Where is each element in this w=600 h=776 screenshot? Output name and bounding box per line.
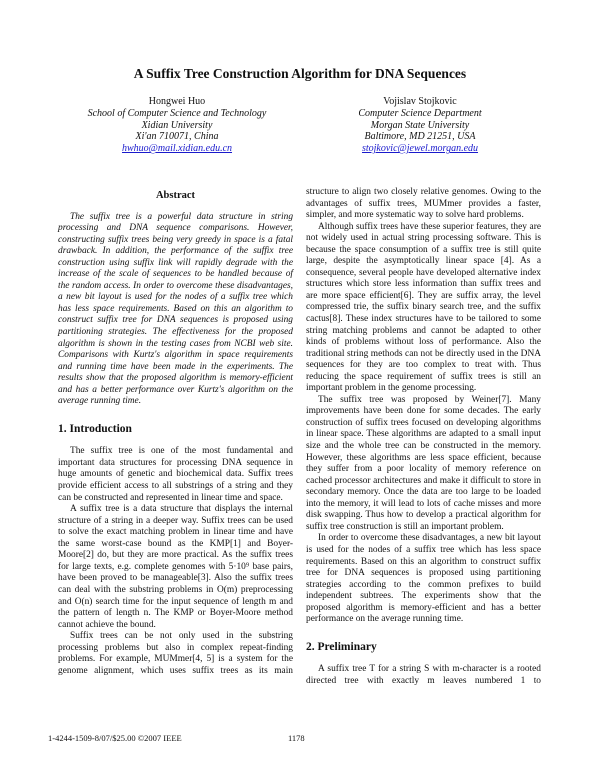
- author-name: Hongwei Huo: [148, 96, 206, 107]
- author-email-link[interactable]: hwhuo@mail.xidian.edu.cn: [121, 143, 233, 155]
- author-name: Vojislav Stojkovic: [383, 96, 457, 107]
- paragraph: structure to align two closely relative genomes. Owing to the advantages of suffix trees, MUMmer provides a faster, simpler, and more systematic way to solve hard problems.: [306, 187, 541, 221]
- paper-title: A Suffix Tree Construction Algorithm for DNA Sequences: [133, 66, 467, 81]
- author-affiliation: Computer Science Department: [358, 107, 482, 119]
- author-email-link[interactable]: stojkovic@jewel.morgan.edu: [361, 143, 479, 155]
- author-address: Xi'an 710071, China: [135, 131, 219, 143]
- section-heading-introduction: 1. Introduction: [58, 422, 132, 435]
- author-affiliation: School of Computer Science and Technology: [87, 107, 267, 119]
- paragraph: The suffix tree was proposed by Weiner[7]. Many improvements have been done for some decades. The early construction of suffix trees focused on developing algorithms in linear space. These algorithms are adapted to a small input size and the whole tree can be constructed in the memory. However, these algorithms are less space efficient, because they suffer from a poor locality of memory reference on cached processor architectures and make it difficult to store in secondary memory. Once the data are too large to be loaded into the memory, it will lead to lots of cache misses and more disk swapping. Thus how to develop a practical algorithm for suffix tree construction is still an important problem.: [306, 394, 541, 532]
- paragraph: Although suffix trees have these superior features, they are not widely used in actual string processing software. This is because the space consumption of a suffix tree is still quite large, despite the asymptotically linear space [4]. As a consequence, several people have developed alternative index structures which store less information than suffix trees and are more space efficient[6]. They are suffix array, the level compressed trie, the suffix binary search tree, and the suffix cactus[8]. These index structures have to be tailored to some string matching problems and cannot be adapted to other kinds of problems without loss of performance. Also the traditional string methods can not be directly used in the DNA sequences for they are too complex to treat with. Thus reducing the space requirement of suffix trees is still an important problem in the genome processing.: [306, 221, 541, 394]
- paragraph: In order to overcome these disadvantages, a new bit layout is used for the nodes of a suffix tree which has less space requirements. Based on this an algorithm to construct suffix tree for DNA sequences is proposed using partitioning strategies according to the common prefixes to build independent subtrees. The experiments show that the proposed algorithm is memory-efficient and has a better performance on the average running time.: [306, 533, 541, 625]
- author-block-1: [62, 96, 292, 155]
- author-institution: Xidian University: [141, 119, 213, 131]
- author-block-2: [305, 96, 535, 155]
- section-heading-preliminary: 2. Preliminary: [306, 640, 377, 653]
- author-institution: Morgan State University: [370, 119, 470, 131]
- paragraph: A suffix tree is a data structure that displays the internal structure of a string in a deeper way. Suffix trees can be used to solve the exact matching problem in linear time and have the same worst-case bound as the KMP[1] and Boyer-Moore[2] do, but they are more practical. As the suffix trees for large texts, e.g. complete genomes with 5·10⁹ base pairs, have been proved to be manageable[3]. Also the suffix trees can deal with the substring problems in O(m) preprocessing and O(n) search time for the input sequence of length m and the pattern of length n. The KMP or Boyer-Moore method cannot achieve the bound.: [58, 504, 293, 630]
- paragraph: A suffix tree T for a string S with m-character is a rooted directed tree with exactly m leaves numbered 1 to: [306, 664, 541, 686]
- left-column: [58, 190, 293, 677]
- paragraph: Suffix trees can be not only used in the substring processing problems but also in complex repeat-finding problems. For example, MUMmer[4, 5] is a system for the genome alignment, which uses suffix trees as its main: [58, 631, 293, 676]
- abstract-heading: Abstract: [155, 190, 196, 201]
- paragraph: The suffix tree is one of the most fundamental and important data structures for processing DNA sequence in huge amounts of genetic and biochemical data. Suffix trees provide efficient access to all substrings of a string and they can be constructed and represented in linear time and space.: [58, 446, 293, 503]
- abstract: [58, 212, 293, 408]
- page-number: 1178: [288, 733, 305, 743]
- right-column: [306, 187, 541, 687]
- footer-copyright: 1-4244-1509-8/07/$25.00 ©2007 IEEE: [48, 733, 182, 743]
- author-address: Baltimore, MD 21251, USA: [364, 131, 476, 143]
- abstract-text: The suffix tree is a powerful data structure in string processing and DNA sequence comparisons. However, constructing suffix trees being very greedy in space is a fatal drawback. In addition, the performance of the suffix tree construction using suffix link will rapidly degrade with the increase of the scale of sequences to be handled because of the random access. In order to overcome these disadvantages, a new bit layout is used for the nodes of a suffix tree which has less space requirements. Based on this an algorithm to construct suffix tree for DNA sequences is proposed using partitioning strategies. The effectiveness for the proposed algorithm is shown in the testing cases from NCBI web site. Comparisons with Kurtz's algorithm in space requirements and running time have been made in the experiments. The results show that the proposed algorithm is memory-efficient and has a better performance over Kurtz's algorithm on the average running time.: [58, 211, 293, 407]
